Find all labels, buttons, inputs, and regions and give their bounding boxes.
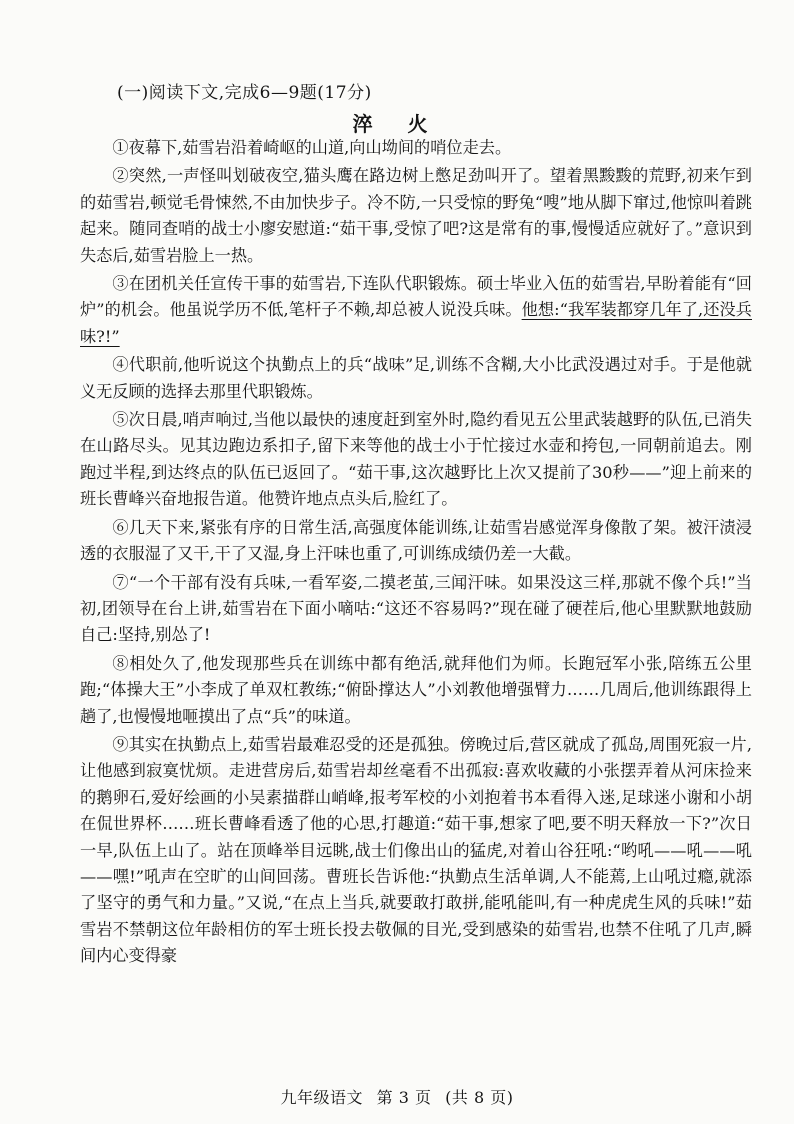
page-footer [0, 1085, 794, 1108]
footer-course: 九年级语文 [280, 1088, 364, 1107]
paragraph-3 [80, 271, 752, 350]
paragraph-5: ⑤次日晨,哨声响过,当他以最快的速度赶到室外时,隐约看见五公里武装越野的队伍,已消失在山路尽头。见其边跑边系扣子,留下来等他的战士小于忙接过水壶和挎包,一同朝前追去。刚跑过半程,到达终点的队伍已返回了。“茹干事,这次越野比上次又提前了30秒——”迎上前来的班长曹峰兴奋地报告道。他赞许地点点头后,脸红了。 [80, 410, 752, 509]
paragraph-3-text: ③在团机关任宣传干事的茹雪岩,下连队代职锻炼。硕士毕业入伍的茹雪岩,早盼着能有“回炉”的机会。他虽说学历不低,笔杆子不赖,却总被人说没兵味。 [80, 274, 752, 320]
paragraph-2: ②突然,一声怪叫划破夜空,猫头鹰在路边树上憋足劲叫开了。望着黑黢黢的荒野,初来乍到的茹雪岩,顿觉毛骨悚然,不由加快步子。冷不防,一只受惊的野兔“嗖”地从脚下窜过,他惊叫着跳起来。随同查哨的战士小廖安慰道:“茹干事,受惊了吧?这是常有的事,慢慢适应就好了。”意识到失态后,茹雪岩脸上一热。 [80, 166, 752, 265]
paragraph-7: ⑦“一个干部有没有兵味,一看军姿,二摸老茧,三闻汗味。如果没这三样,那就不像个兵!”当初,团领导在台上讲,茹雪岩在下面小嘀咕:“这还不容易吗?”现在碰了硬茬后,他心里默默地鼓励自己:坚持,别怂了! [80, 572, 752, 645]
paragraph-8: ⑧相处久了,他发现那些兵在训练中都有绝活,就拜他们为师。长跑冠军小张,陪练五公里跑;“体操大王”小李成了单双杠教练;“俯卧撑达人”小刘教他增强臂力……几周后,他训练跟得上趟了,也慢慢地咂摸出了点“兵”的味道。 [80, 653, 752, 726]
paragraph-9: ⑨其实在执勤点上,茹雪岩最难忍受的还是孤独。傍晚过后,营区就成了孤岛,周围死寂一片,让他感到寂寞忧烦。走进营房后,茹雪岩却丝毫看不出孤寂:喜欢收藏的小张摆弄着从河床捡来的鹅卵石,爱好绘画的小吴素描群山峭峰,报考军校的小刘抱着书本看得入迷,足球迷小谢和小胡在侃世界杯……班长曹峰看透了他的心思,打趣道:“茹干事,想家了吧,要不明天释放一下?”次日一早,队伍上山了。站在顶峰举目远眺,战士们像出山的猛虎,对着山谷狂吼:“哟吼——吼——吼——嘿!”吼声在空旷的山间回荡。曹班长告诉他:“执勤点生活单调,人不能蔫,上山吼过瘾,就添了坚守的勇气和力量。”又说,“在点上当兵,就要敢打敢拼,能吼能叫,有一种虎虎生风的兵味!”茹雪岩不禁朝这位年龄相仿的军士班长投去敬佩的目光,受到感染的茹雪岩,也禁不住吼了几声,瞬间内心变得豪 [80, 734, 752, 966]
footer-page-number: 第 3 页 [376, 1088, 432, 1107]
passage-title: 淬 火 [352, 112, 442, 136]
section-header: (一)阅读下文,完成6—9题(17分) [117, 83, 372, 103]
paragraph-6: ⑥几天下来,紧张有序的日常生活,高强度体能训练,让茹雪岩感觉浑身像散了架。被汗渍浸透的衣服湿了又干,干了又湿,身上汗味也重了,可训练成绩仍差一大截。 [80, 517, 752, 564]
paragraph-4: ④代职前,他听说这个执勤点上的兵“战味”足,训练不含糊,大小比武没遇过对手。于是他就义无反顾的选择去那里代职锻炼。 [80, 355, 752, 401]
underlined-sentence: 他想:“我军装都穿几年了,还没兵味?!” [80, 300, 752, 346]
passage-body [80, 135, 752, 972]
paragraph-1: ①夜幕下,茹雪岩沿着崎岖的山道,向山坳间的哨位走去。 [112, 138, 512, 157]
footer-total-pages: (共 8 页) [445, 1088, 514, 1107]
